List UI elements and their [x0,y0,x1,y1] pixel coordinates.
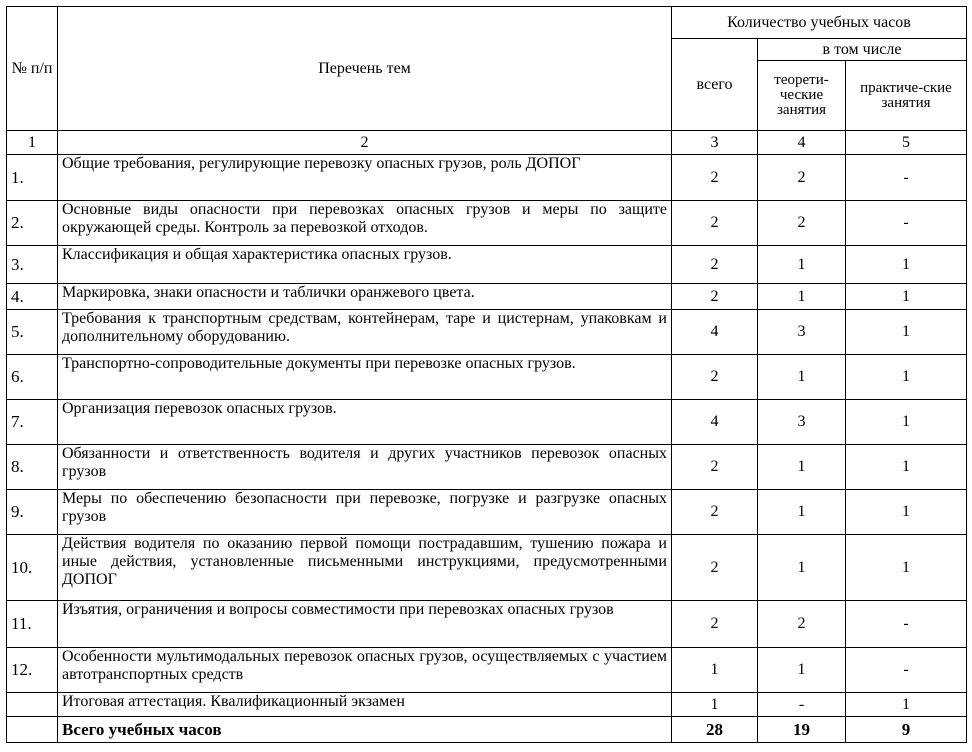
row-number: 1. [7,155,58,201]
table-row [7,355,967,400]
table-row [7,246,967,284]
row-theory: 2 [758,201,846,246]
row-practice: 1 [846,310,967,355]
total-theory: 19 [758,717,846,743]
row-total: 2 [672,490,758,535]
row-practice: 1 [846,355,967,400]
row-number: 11. [7,601,58,648]
row-topic: Классификация и общая характеристика опасных грузов. [58,246,672,284]
row-total: 4 [672,400,758,445]
total-row [7,717,967,743]
row-topic: Общие требования, регулирующие перевозку опасных грузов, роль ДОПОГ [58,155,672,201]
table-row [7,400,967,445]
header-practice: практиче-ские занятия [846,61,967,131]
row-topic: Основные виды опасности при перевозках опасных грузов и меры по защите окружающей среды. Контроль за перевозкой отходов. [58,201,672,246]
row-total: 2 [672,201,758,246]
header-theory: теорети-ческие занятия [758,61,846,131]
row-topic: Маркировка, знаки опасности и таблички оранжевого цвета. [58,284,672,310]
row-theory: 1 [758,648,846,693]
row-practice: 1 [846,693,967,717]
header-hours: Количество учебных часов [672,7,967,39]
column-number-row [7,131,967,155]
row-number: 10. [7,535,58,601]
table-row [7,490,967,535]
row-theory: 1 [758,445,846,490]
table-row [7,310,967,355]
row-total: 2 [672,355,758,400]
header-including: в том числе [758,39,967,61]
row-topic: Итоговая аттестация. Квалификационный экзамен [58,693,672,717]
row-number: 7. [7,400,58,445]
row-theory: 2 [758,155,846,201]
column-number: 5 [846,131,967,155]
column-number: 4 [758,131,846,155]
row-practice: - [846,201,967,246]
row-total: 1 [672,648,758,693]
row-total: 2 [672,601,758,648]
header-total: всего [672,39,758,131]
table-row [7,601,967,648]
row-total: 4 [672,310,758,355]
table-row [7,693,967,717]
row-topic: Меры по обеспечению безопасности при перевозке, погрузке и разгрузке опасных грузов [58,490,672,535]
row-total: 2 [672,445,758,490]
table-row [7,445,967,490]
total-row-number [7,717,58,743]
column-number: 1 [7,131,58,155]
row-topic: Действия водителя по оказанию первой помощи пострадавшим, тушению пожара и иные действия, установленные письменными инструкциями, предусмотренными ДОПОГ [58,535,672,601]
table-row [7,284,967,310]
row-topic: Требования к транспортным средствам, контейнерам, таре и цистернам, упаковкам и дополнительному оборудованию. [58,310,672,355]
header-num: № п/п [7,7,58,131]
row-theory: 1 [758,284,846,310]
row-number: 9. [7,490,58,535]
row-number: 12. [7,648,58,693]
row-number: 3. [7,246,58,284]
row-theory: 1 [758,535,846,601]
row-practice: - [846,601,967,648]
total-practice: 9 [846,717,967,743]
row-topic: Транспортно-сопроводительные документы при перевозке опасных грузов. [58,355,672,400]
row-theory: 1 [758,355,846,400]
total-hours: 28 [672,717,758,743]
curriculum-table [6,6,967,743]
table-row [7,155,967,201]
row-topic: Организация перевозок опасных грузов. [58,400,672,445]
row-practice: 1 [846,490,967,535]
row-practice: 1 [846,445,967,490]
row-total: 2 [672,155,758,201]
row-theory: 1 [758,490,846,535]
row-number: 8. [7,445,58,490]
row-number: 6. [7,355,58,400]
row-number [7,693,58,717]
row-total: 2 [672,246,758,284]
row-practice: - [846,648,967,693]
row-topic: Обязанности и ответственность водителя и других участников перевозок опасных грузов [58,445,672,490]
column-number: 2 [58,131,672,155]
row-number: 2. [7,201,58,246]
table-row [7,201,967,246]
row-practice: 1 [846,400,967,445]
row-practice: 1 [846,246,967,284]
row-total: 2 [672,284,758,310]
row-total: 2 [672,535,758,601]
row-theory: 1 [758,246,846,284]
column-number: 3 [672,131,758,155]
row-theory: - [758,693,846,717]
header-topics: Перечень тем [58,7,672,131]
row-total: 1 [672,693,758,717]
row-theory: 3 [758,310,846,355]
row-practice: - [846,155,967,201]
row-number: 5. [7,310,58,355]
row-theory: 2 [758,601,846,648]
row-number: 4. [7,284,58,310]
row-practice: 1 [846,284,967,310]
table-row [7,535,967,601]
table-row [7,648,967,693]
row-theory: 3 [758,400,846,445]
row-practice: 1 [846,535,967,601]
row-topic: Особенности мультимодальных перевозок опасных грузов, осуществляемых с участием автотранспортных средств [58,648,672,693]
total-label: Всего учебных часов [58,717,672,743]
row-topic: Изъятия, ограничения и вопросы совместимости при перевозках опасных грузов [58,601,672,648]
